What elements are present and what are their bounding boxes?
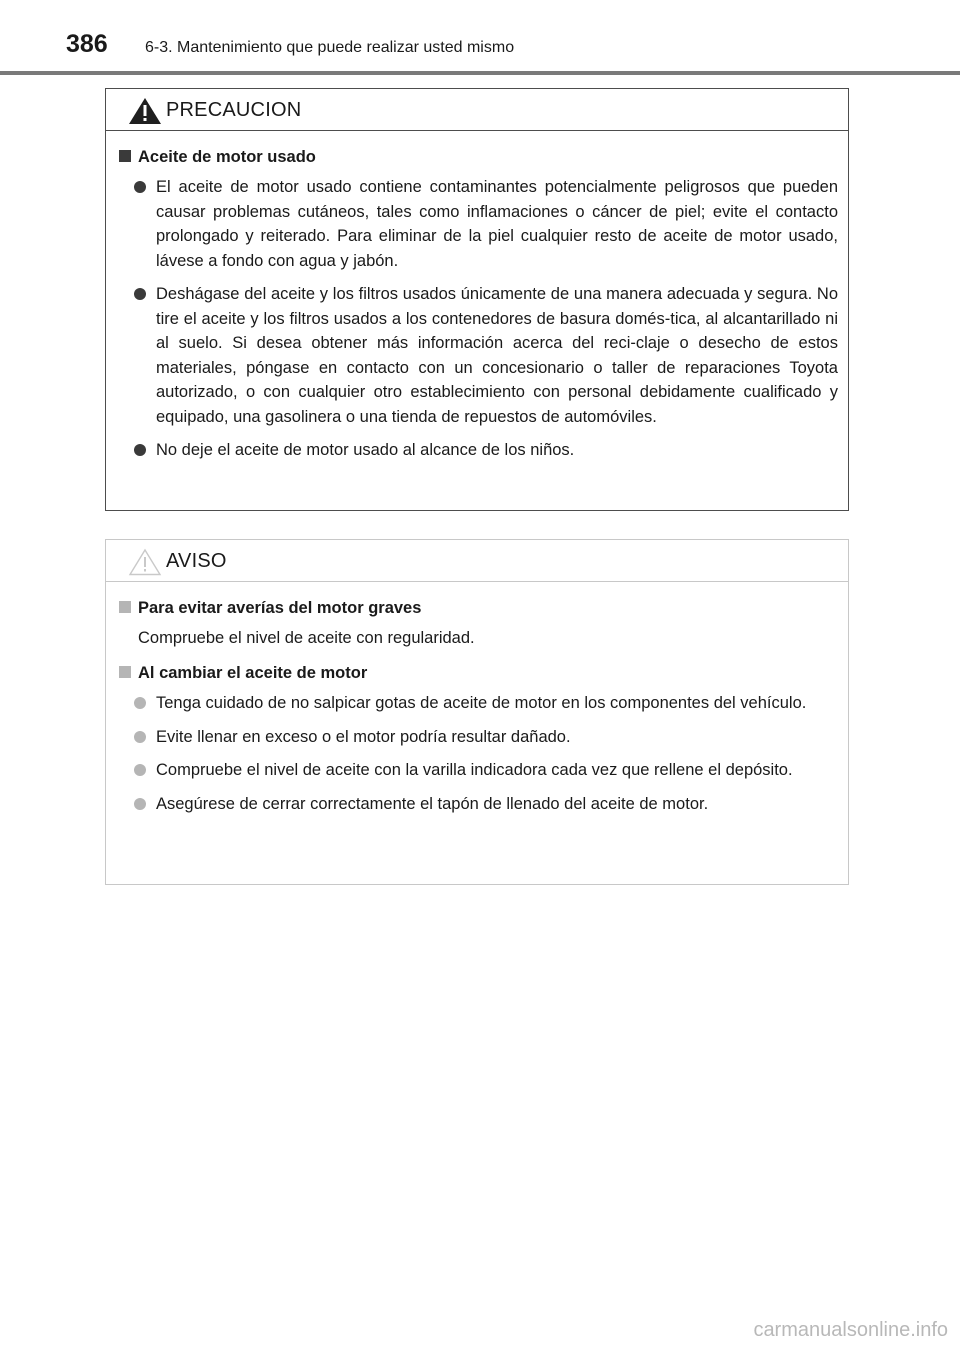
list-item bbox=[115, 175, 838, 273]
list-item-text: Deshágase del aceite y los filtros usados únicamente de una manera adecuada y segura. No tire el aceite y los filtros usados a los contenedores de basura domés-tica, al alcantarillado ni al suelo. Si desea obtener más información acerca del reci-claje o desecho de estos materiales, póngase en contacto con un concesionario o taller de reparaciones Toyota autorizado, o con cualquier otro establecimiento con personal debidamente cualificado y equipado, una gasolinera o una tienda de repuestos de automóviles. bbox=[156, 285, 838, 426]
square-bullet-icon bbox=[119, 666, 131, 678]
list-item-text: Tenga cuidado de no salpicar gotas de aceite de motor en los componentes del vehículo. bbox=[156, 694, 807, 712]
notice-section-heading bbox=[115, 596, 838, 620]
caution-section-heading bbox=[115, 145, 838, 169]
caution-heading-text: Aceite de motor usado bbox=[138, 148, 316, 166]
notice-heading-text: Para evitar averías del motor graves bbox=[138, 599, 422, 617]
list-item bbox=[115, 758, 838, 783]
list-item bbox=[115, 725, 838, 750]
round-bullet-icon bbox=[134, 764, 146, 776]
page-header bbox=[0, 0, 960, 76]
list-item bbox=[115, 438, 838, 463]
square-bullet-icon bbox=[119, 601, 131, 613]
notice-section-text: Compruebe el nivel de aceite con regularidad. bbox=[138, 629, 475, 647]
caution-box-body bbox=[106, 131, 848, 463]
caution-box bbox=[105, 88, 849, 511]
warning-triangle-icon bbox=[128, 97, 162, 125]
round-bullet-icon bbox=[134, 697, 146, 709]
list-item-text: Compruebe el nivel de aceite con la varilla indicadora cada vez que rellene el depósito. bbox=[156, 761, 793, 779]
notice-box-body bbox=[106, 582, 848, 816]
caution-box-header bbox=[106, 89, 848, 131]
notice-title: AVISO bbox=[166, 550, 227, 572]
list-item-text: No deje el aceite de motor usado al alcance de los niños. bbox=[156, 441, 575, 459]
list-item-text: El aceite de motor usado contiene contaminantes potencialmente peligrosos que pueden causar problemas cutáneos, tales como inflamaciones o cáncer de piel; evite el contacto prolongado y reiterado. Para eliminar de la piel cualquier resto de aceite de motor usado, lávese a fondo con agua y jabón. bbox=[156, 178, 838, 270]
section-title: 6-3. Mantenimiento que puede realizar usted mismo bbox=[145, 39, 515, 56]
page-number: 386 bbox=[66, 30, 108, 58]
round-bullet-icon bbox=[134, 444, 146, 456]
round-bullet-icon bbox=[134, 181, 146, 193]
caution-title: PRECAUCION bbox=[166, 99, 302, 121]
notice-heading-text: Al cambiar el aceite de motor bbox=[138, 664, 368, 682]
list-item-text: Evite llenar en exceso o el motor podría resultar dañado. bbox=[156, 727, 571, 746]
list-item bbox=[115, 282, 838, 429]
watermark: carmanualsonline.info bbox=[753, 1319, 948, 1341]
list-item bbox=[115, 691, 838, 716]
round-bullet-icon bbox=[134, 798, 146, 810]
notice-section-heading bbox=[115, 661, 838, 685]
notice-box-header bbox=[106, 540, 848, 582]
list-item-text: Asegúrese de cerrar correctamente el tapón de llenado del aceite de motor. bbox=[156, 794, 709, 813]
header-divider bbox=[0, 71, 960, 75]
warning-triangle-outline-icon bbox=[128, 548, 162, 576]
round-bullet-icon bbox=[134, 731, 146, 743]
round-bullet-icon bbox=[134, 288, 146, 300]
square-bullet-icon bbox=[119, 150, 131, 162]
list-item bbox=[115, 792, 838, 817]
notice-box bbox=[105, 539, 849, 885]
